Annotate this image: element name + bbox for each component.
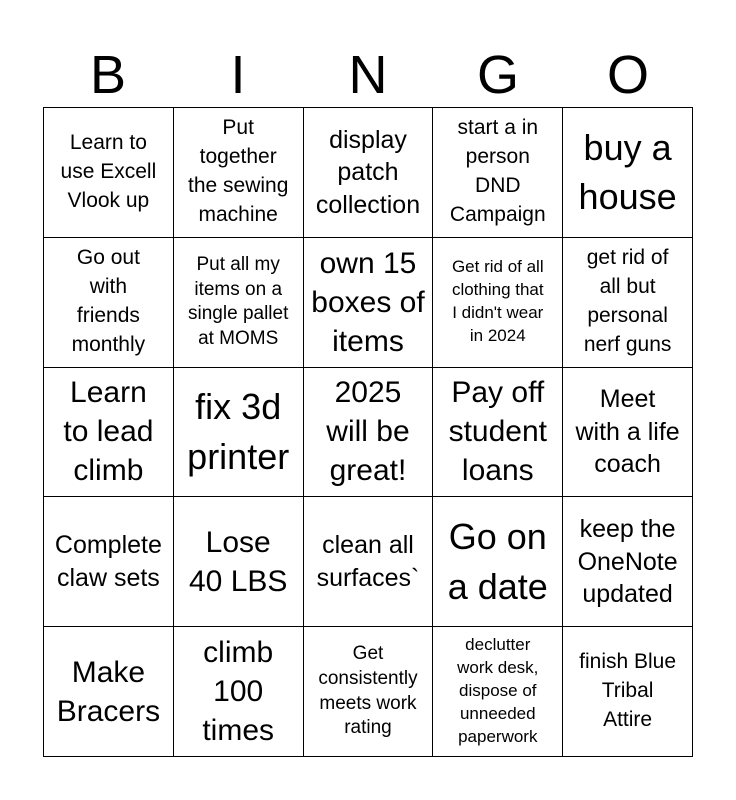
bingo-cell-r4c2[interactable]: [174, 497, 304, 627]
cell-text: Get consistently meets work rating: [318, 643, 418, 739]
bingo-cell-r4c5[interactable]: [563, 497, 693, 627]
cell-text: climb 100 times: [202, 636, 275, 748]
cell-text: Complete claw sets: [54, 531, 162, 592]
bingo-cell-r3c4[interactable]: [433, 368, 563, 498]
bingo-cell-r3c5[interactable]: [563, 368, 693, 498]
bingo-cell-r4c1[interactable]: [44, 497, 174, 627]
cell-text: Make Bracers: [56, 655, 161, 728]
bingo-header: [43, 44, 693, 106]
cell-text: Meet with a life coach: [575, 385, 680, 479]
cell-text: declutter work desk, dispose of unneeded paperwork: [457, 635, 539, 746]
bingo-cell-r2c3[interactable]: [304, 238, 434, 368]
bingo-cell-r1c2[interactable]: [174, 108, 304, 238]
bingo-cell-r5c2[interactable]: [174, 627, 304, 757]
cell-text: fix 3d printer: [187, 386, 290, 477]
bingo-cell-r2c5[interactable]: [563, 238, 693, 368]
cell-text: finish Blue Tribal Attire: [579, 650, 677, 732]
cell-text: Learn to use Excell Vlook up: [60, 130, 157, 212]
cell-text: Go on a date: [447, 516, 548, 607]
bingo-cell-r5c1[interactable]: [44, 627, 174, 757]
bingo-cell-r1c5[interactable]: [563, 108, 693, 238]
header-letter-i: I: [230, 45, 246, 105]
cell-text: display patch collection: [315, 125, 421, 219]
bingo-cell-r3c2[interactable]: [174, 368, 304, 498]
bingo-cell-r5c4[interactable]: [433, 627, 563, 757]
cell-text: 2025 will be great!: [326, 376, 410, 488]
cell-text: keep the OneNote updated: [577, 515, 678, 609]
header-letter-g: G: [476, 45, 519, 105]
bingo-cell-r3c1[interactable]: [44, 368, 174, 498]
cell-text: Lose 40 LBS: [188, 525, 288, 598]
header-letter-n: N: [348, 45, 388, 105]
cell-text: Put together the sewing machine: [187, 116, 289, 227]
bingo-cell-r1c1[interactable]: [44, 108, 174, 238]
cell-text: buy a house: [578, 126, 677, 218]
bingo-cell-r3c3[interactable]: [304, 368, 434, 498]
bingo-cell-r2c1[interactable]: [44, 238, 174, 368]
cell-text: Pay off student loans: [448, 376, 547, 488]
bingo-cell-r5c5[interactable]: [563, 627, 693, 757]
cell-text: clean all surfaces`: [316, 531, 420, 592]
bingo-cell-r1c3[interactable]: [304, 108, 434, 238]
header-letter-o: O: [606, 45, 649, 105]
cell-text: Learn to lead climb: [63, 376, 154, 488]
bingo-cell-r5c3[interactable]: [304, 627, 434, 757]
cell-text: own 15 boxes of items: [311, 246, 425, 358]
bingo-cell-r4c4[interactable]: [433, 497, 563, 627]
cell-text: start a in person DND Campaign: [449, 116, 546, 227]
cell-text: Put all my items on a single pallet at MOMS: [188, 253, 289, 349]
cell-text: Get rid of all clothing that I didn't wear in 2024: [451, 257, 544, 346]
cell-text: Go out with friends monthly: [71, 246, 146, 357]
header-letter-b: B: [89, 45, 127, 105]
cell-text: get rid of all but personal nerf guns: [583, 246, 672, 357]
bingo-board: [43, 107, 693, 757]
bingo-cell-r1c4[interactable]: [433, 108, 563, 238]
bingo-cell-r2c4[interactable]: [433, 238, 563, 368]
bingo-cell-r4c3[interactable]: [304, 497, 434, 627]
bingo-cell-r2c2[interactable]: [174, 238, 304, 368]
